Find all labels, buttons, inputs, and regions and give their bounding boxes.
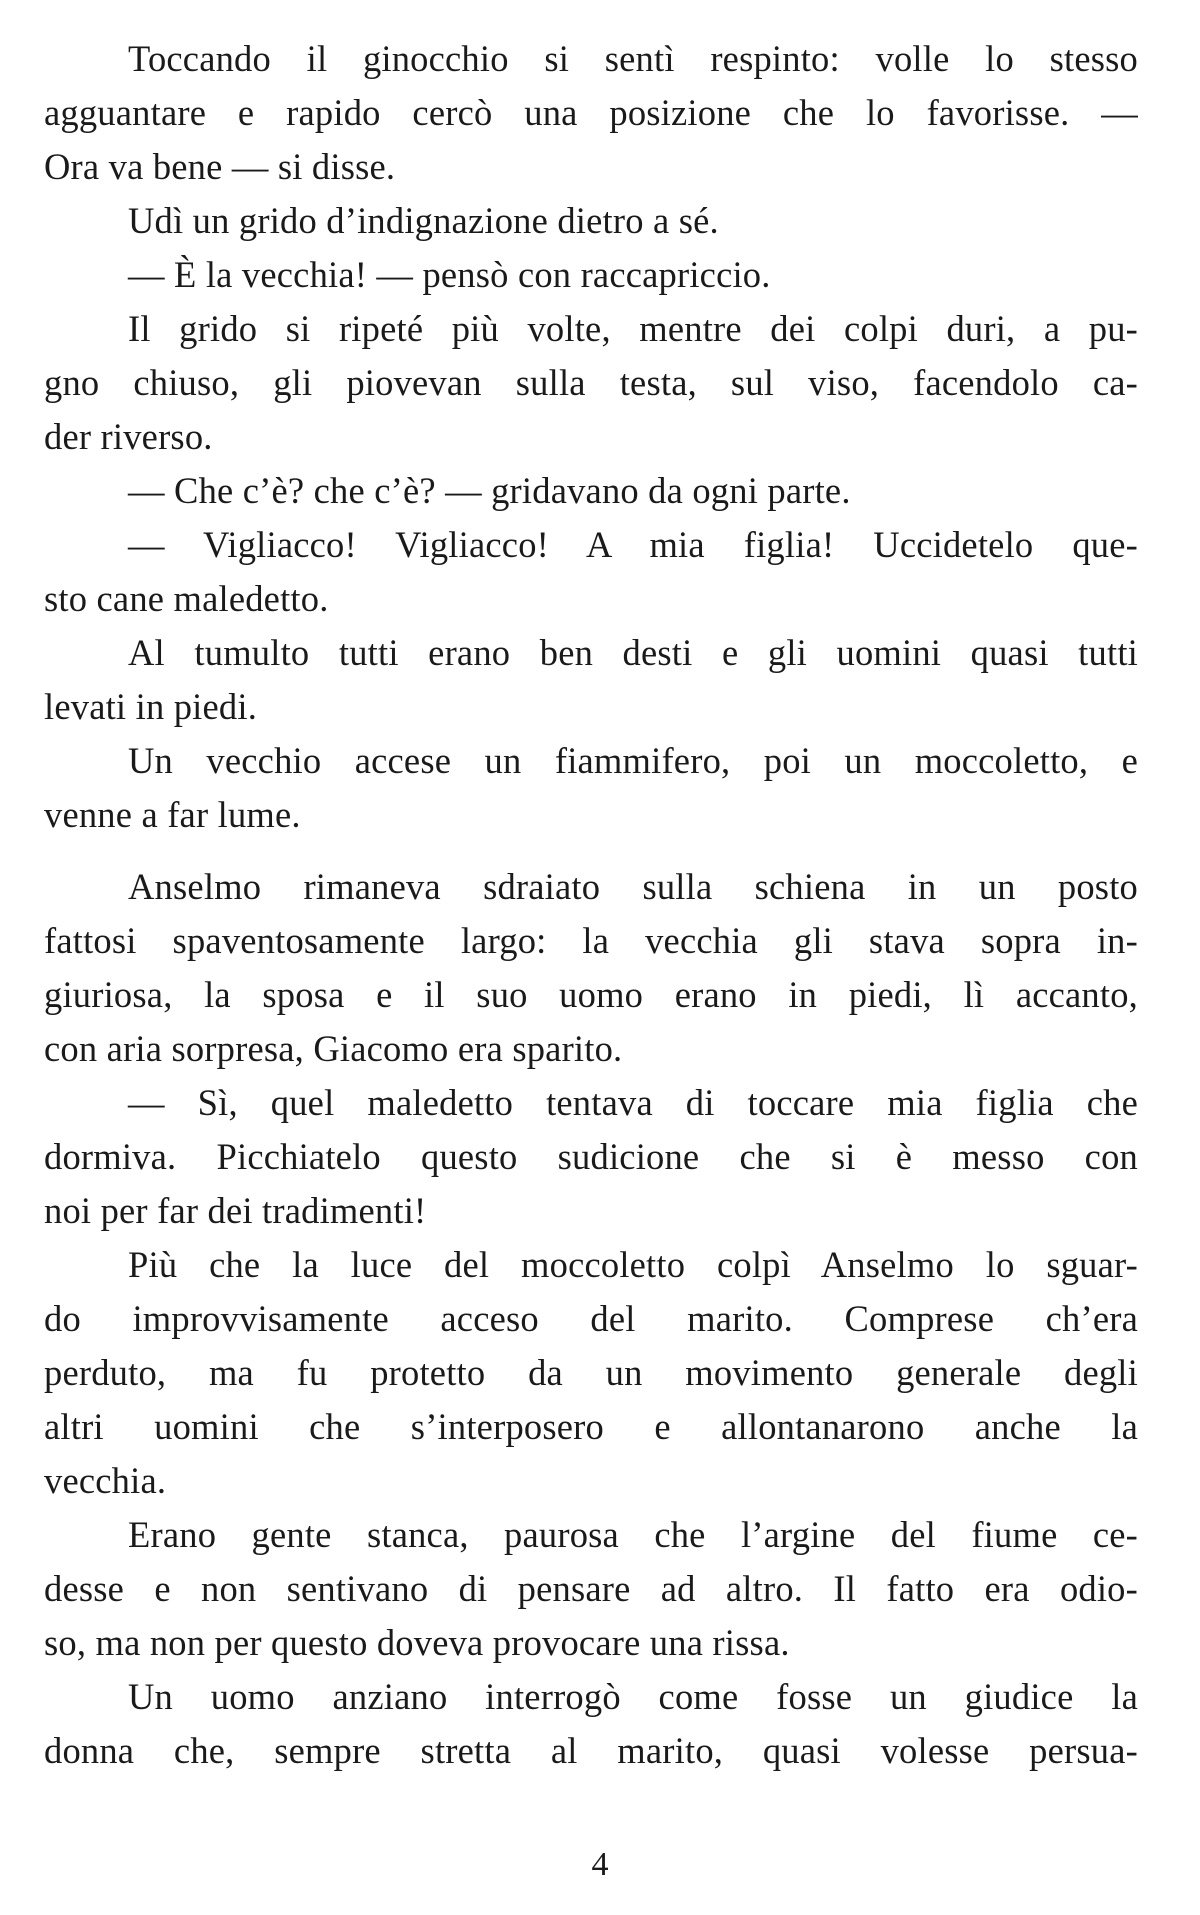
text-line: Al tumulto tutti erano ben desti e gli uomini quasi tutti [128,632,1138,673]
text-block-first [44,32,1138,842]
text-line: noi per far dei tradimenti! [44,1190,427,1231]
text-line: sto cane maledetto. [44,578,329,619]
text-line: Erano gente stanca, paurosa che l’argine del fiume ce- [128,1514,1138,1555]
text-line: Ora va bene — si disse. [44,146,396,187]
text-line: levati in piedi. [44,686,258,727]
text-line: Anselmo rimaneva sdraiato sulla schiena in un posto [128,866,1138,907]
page-number: 4 [591,1846,609,1883]
text-line: Più che la luce del moccoletto colpì Anselmo lo sguar- [128,1244,1138,1285]
text-line: — È la vecchia! — pensò con raccapriccio. [128,254,771,295]
text-line: dormiva. Picchiatelo questo sudicione che si è messo con [44,1136,1138,1177]
text-line: Il grido si ripeté più volte, mentre dei colpi duri, a pu- [128,308,1138,349]
text-line: vecchia. [44,1460,167,1501]
text-line: — Sì, quel maledetto tentava di toccare mia figlia che [128,1082,1138,1123]
text-line: perduto, ma fu protetto da un movimento generale degli [44,1352,1138,1393]
text-line: desse e non sentivano di pensare ad altro. Il fatto era odio- [44,1568,1138,1609]
text-line: altri uomini che s’interposero e allontanarono anche la [44,1406,1138,1447]
text-line: — Vigliacco! Vigliacco! A mia figlia! Uccidetelo que- [128,524,1138,565]
text-line: Udì un grido d’indignazione dietro a sé. [128,200,719,241]
text-line: gno chiuso, gli piovevan sulla testa, sul viso, facendolo ca- [44,362,1138,403]
page-body [44,32,1138,1778]
text-line: fattosi spaventosamente largo: la vecchia gli stava sopra in- [44,920,1138,961]
text-block-second [44,860,1138,1778]
text-line: donna che, sempre stretta al marito, quasi volesse persua- [44,1730,1138,1771]
text-line: do improvvisamente acceso del marito. Comprese ch’era [44,1298,1138,1339]
text-line: Un vecchio accese un fiammifero, poi un moccoletto, e [128,740,1138,781]
text-line: con aria sorpresa, Giacomo era sparito. [44,1028,623,1069]
text-line: agguantare e rapido cercò una posizione che lo favorisse. — [44,92,1138,133]
text-line: giuriosa, la sposa e il suo uomo erano in piedi, lì accanto, [44,974,1138,1015]
section-gap [44,842,1138,860]
text-line: — Che c’è? che c’è? — gridavano da ogni parte. [128,470,851,511]
text-line: Toccando il ginocchio si sentì respinto: volle lo stesso [128,38,1138,79]
text-line: so, ma non per questo doveva provocare una rissa. [44,1622,790,1663]
text-line: Un uomo anziano interrogò come fosse un giudice la [128,1676,1138,1717]
text-line: venne a far lume. [44,794,301,835]
text-line: der riverso. [44,416,213,457]
